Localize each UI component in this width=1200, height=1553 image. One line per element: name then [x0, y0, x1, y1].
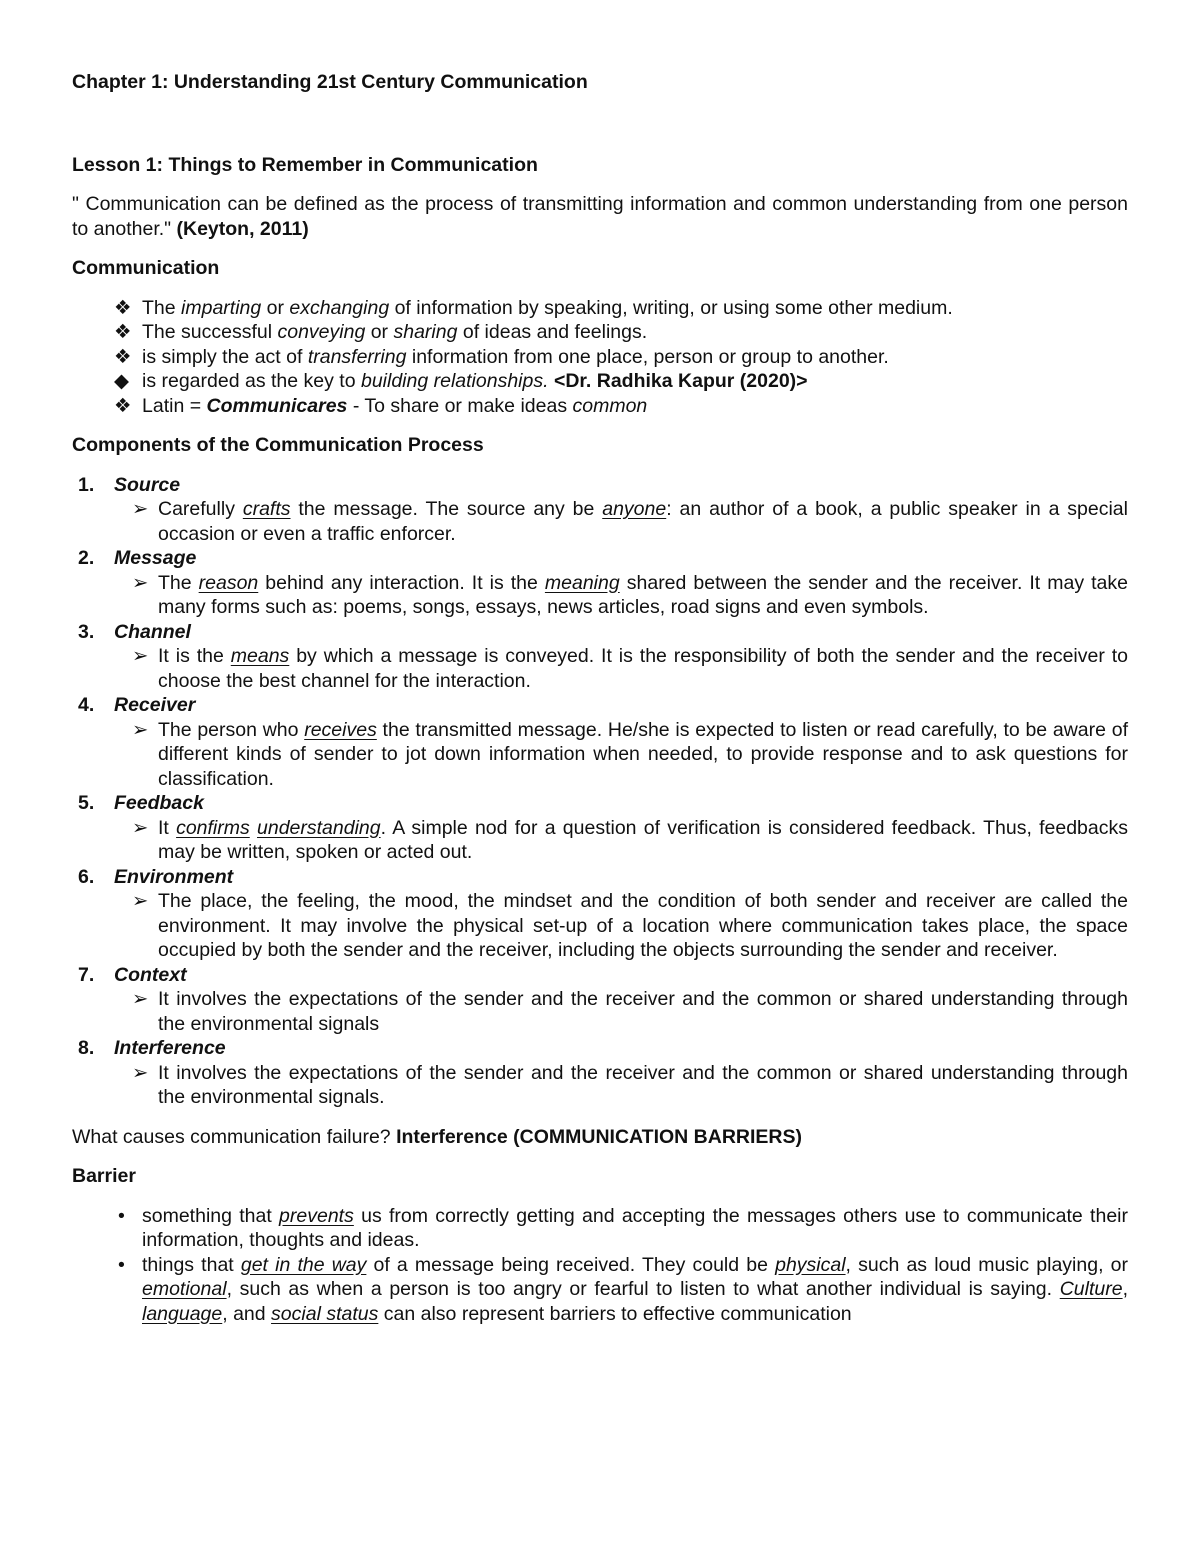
list-item: • something that prevents us from correctly getting and accepting the messages others use to communicate their information, thoughts and ideas.: [118, 1204, 1128, 1251]
question-answer: Interference (COMMUNICATION BARRIERS): [396, 1125, 802, 1148]
component-term: Message: [114, 547, 197, 569]
component-item-context: [72, 963, 1128, 1037]
list-item: • things that get in the way of a message being received. They could be physical, such as loud music playing, or emotional, such as when a person is too angry or fearful to listen to what another individual is saying. Culture, language, and social status can also represent barriers to effective communication: [118, 1253, 1128, 1325]
quote-citation: (Keyton, 2011): [176, 217, 309, 240]
arrow-bullet-icon: ➢: [132, 816, 149, 839]
arrow-bullet-icon: ➢: [132, 571, 149, 594]
diamond-bullet-icon: ❖: [114, 394, 132, 417]
definition-quote: [72, 192, 1128, 241]
arrow-bullet-icon: ➢: [132, 1061, 149, 1084]
component-description: ➢ It involves the expectations of the sender and the receiver and the common or shared understanding through the environmental signals.: [132, 1061, 1128, 1108]
component-description: ➢ It is the means by which a message is conveyed. It is the responsibility of both the sender and the receiver to choose the best channel for the interaction.: [132, 645, 1129, 692]
arrow-bullet-icon: ➢: [132, 718, 149, 741]
communication-list: [72, 296, 1128, 419]
dot-bullet-icon: •: [118, 1253, 125, 1276]
solid-diamond-bullet-icon: ◆: [114, 370, 129, 392]
diamond-bullet-icon: ❖: [114, 345, 132, 368]
component-description: ➢ The place, the feeling, the mood, the mindset and the condition of both sender and receiver are called the environment. It may involve the physical set-up of a location where communication takes place, the space occupied by both the sender and the receiver, including the objects surrounding the sender and receiver.: [132, 890, 1128, 961]
component-item-channel: [72, 620, 1128, 694]
list-item: ◆ is regarded as the key to building relationships. <Dr. Radhika Kapur (2020)>: [114, 370, 808, 392]
list-item: ❖ The successful conveying or sharing of ideas and feelings.: [114, 321, 648, 343]
item-number: 8.: [78, 1037, 95, 1059]
item-number: 7.: [78, 963, 95, 986]
component-description: ➢ The reason behind any interaction. It is the meaning shared between the sender and the receiver. It may take many forms such as: poems, songs, essays, news articles, road signs and even symbols.: [132, 571, 1128, 618]
component-term: Channel: [114, 620, 191, 643]
arrow-bullet-icon: ➢: [132, 498, 149, 520]
component-term: Source: [114, 473, 181, 496]
component-item-message: [72, 546, 1128, 620]
chapter-title: Chapter 1: Understanding 21st Century Communication: [72, 71, 588, 93]
quote-text: " Communication can be defined as the process of transmitting information and common understanding from one person to another.": [72, 193, 1128, 240]
barrier-heading: Barrier: [72, 1165, 136, 1187]
item-number: 1.: [78, 473, 95, 496]
diamond-bullet-icon: ❖: [114, 321, 132, 343]
question-text: What causes communication failure?: [72, 1125, 397, 1148]
item-number: 4.: [78, 694, 95, 716]
item-number: 5.: [78, 792, 95, 814]
component-description: ➢ It confirms understanding. A simple nod for a question of verification is considered feedback. Thus, feedbacks may be written, spoken or acted out.: [132, 816, 1128, 863]
failure-question: [72, 1125, 1128, 1150]
dot-bullet-icon: •: [118, 1204, 125, 1227]
component-term: Receiver: [114, 694, 196, 716]
component-term: Feedback: [114, 792, 204, 814]
item-number: 6.: [78, 865, 95, 888]
component-item-environment: [72, 865, 1128, 963]
components-list: [72, 473, 1128, 1110]
component-term: Interference: [114, 1037, 226, 1059]
lesson-title: Lesson 1: Things to Remember in Communication: [72, 153, 538, 176]
list-item: ❖ The imparting or exchanging of information by speaking, writing, or using some other medium.: [114, 296, 953, 319]
arrow-bullet-icon: ➢: [132, 890, 149, 912]
component-term: Context: [114, 963, 187, 986]
component-item-feedback: [72, 791, 1128, 865]
component-description: ➢ It involves the expectations of the sender and the receiver and the common or shared understanding through the environmental signals: [132, 988, 1128, 1035]
barrier-list: [72, 1204, 1128, 1327]
arrow-bullet-icon: ➢: [132, 645, 149, 667]
arrow-bullet-icon: ➢: [132, 988, 149, 1010]
component-description: ➢ The person who receives the transmitted message. He/she is expected to listen or read carefully, to be aware of different kinds of sender to jot down information when needed, to provide response and to ask questions for classification.: [132, 718, 1128, 790]
communication-heading: Communication: [72, 257, 220, 279]
item-number: 3.: [78, 620, 95, 643]
component-item-interference: [72, 1036, 1128, 1110]
item-number: 2.: [78, 547, 95, 569]
component-item-receiver: [72, 693, 1128, 791]
components-heading: Components of the Communication Process: [72, 434, 484, 456]
list-item: ❖ is simply the act of transferring information from one place, person or group to another.: [114, 345, 889, 368]
component-term: Environment: [114, 865, 234, 888]
component-description: ➢ Carefully crafts the message. The source any be anyone: an author of a book, a public speaker in a special occasion or even a traffic enforcer.: [132, 498, 1128, 545]
list-item: ❖ Latin = Communicares - To share or make ideas common: [114, 394, 648, 417]
component-item-source: [72, 473, 1128, 547]
diamond-bullet-icon: ❖: [114, 296, 132, 319]
